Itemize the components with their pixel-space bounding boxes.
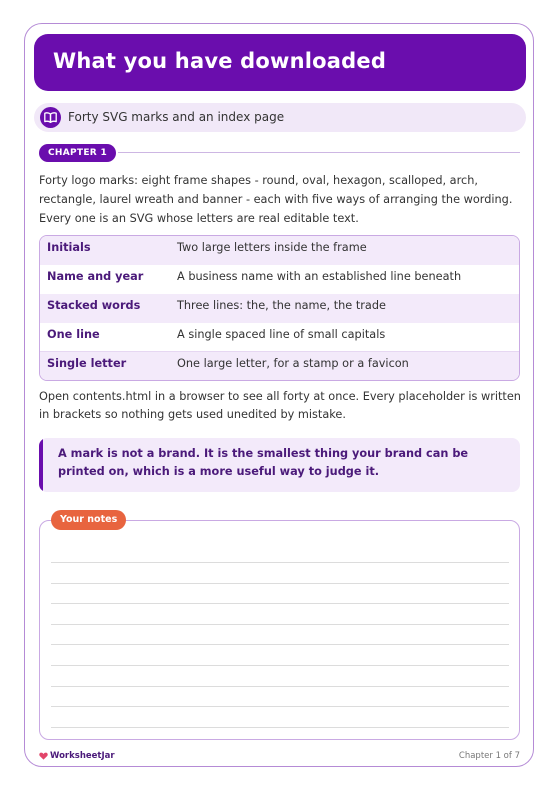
note-line (51, 665, 509, 666)
instructions-paragraph: Open contents.html in a browser to see all forty at once. Every placeholder is written in brackets so nothing gets used unedited by mistake. (39, 390, 521, 421)
feature-description: Two large letters inside the frame (177, 241, 367, 254)
note-line (51, 583, 509, 584)
note-line (51, 644, 509, 645)
table-row (40, 265, 519, 294)
features-table (39, 235, 520, 381)
feature-description: A single spaced line of small capitals (177, 328, 386, 341)
footer-brand: WorksheetJar (50, 751, 115, 761)
feature-description: One large letter, for a stamp or a favicon (177, 357, 409, 370)
callout-text: A mark is not a brand. It is the smallest thing your brand can be printed on, which is a more useful way to judge it. (58, 447, 469, 478)
feature-name: Single letter (47, 357, 127, 370)
callout-quote (39, 438, 520, 492)
notes-box[interactable] (39, 520, 520, 740)
subtitle-bar (34, 103, 526, 132)
subtitle-text: Forty SVG marks and an index page (68, 110, 285, 124)
callout-accent-bar (39, 438, 43, 492)
feature-name: Stacked words (47, 299, 141, 312)
feature-name: One line (47, 328, 100, 341)
heart-icon (39, 752, 48, 760)
table-row (40, 352, 519, 381)
feature-name: Name and year (47, 270, 144, 283)
note-line (51, 706, 509, 707)
intro-paragraph: Forty logo marks: eight frame shapes - round, oval, hexagon, scalloped, arch, rectangle, laurel wreath and banner - each with five ways of arranging the wording. Every one is an SVG whose letters are real editable text. (39, 174, 513, 225)
note-line (51, 727, 509, 728)
table-row (40, 294, 519, 323)
feature-description: A business name with an established line beneath (177, 270, 462, 283)
feature-name: Initials (47, 241, 91, 254)
feature-description: Three lines: the, the name, the trade (177, 299, 386, 312)
notes-label: Your notes (51, 510, 126, 530)
note-line (51, 603, 509, 604)
table-row (40, 236, 519, 265)
footer-page-number: Chapter 1 of 7 (458, 751, 520, 761)
note-line (51, 624, 509, 625)
note-line (51, 562, 509, 563)
table-row (40, 323, 519, 352)
chapter-badge: CHAPTER 1 (39, 144, 116, 162)
chapter-divider (118, 152, 520, 153)
page-title: What you have downloaded (53, 49, 387, 73)
book-icon (40, 107, 61, 128)
note-line (51, 686, 509, 687)
header-banner (34, 34, 526, 91)
